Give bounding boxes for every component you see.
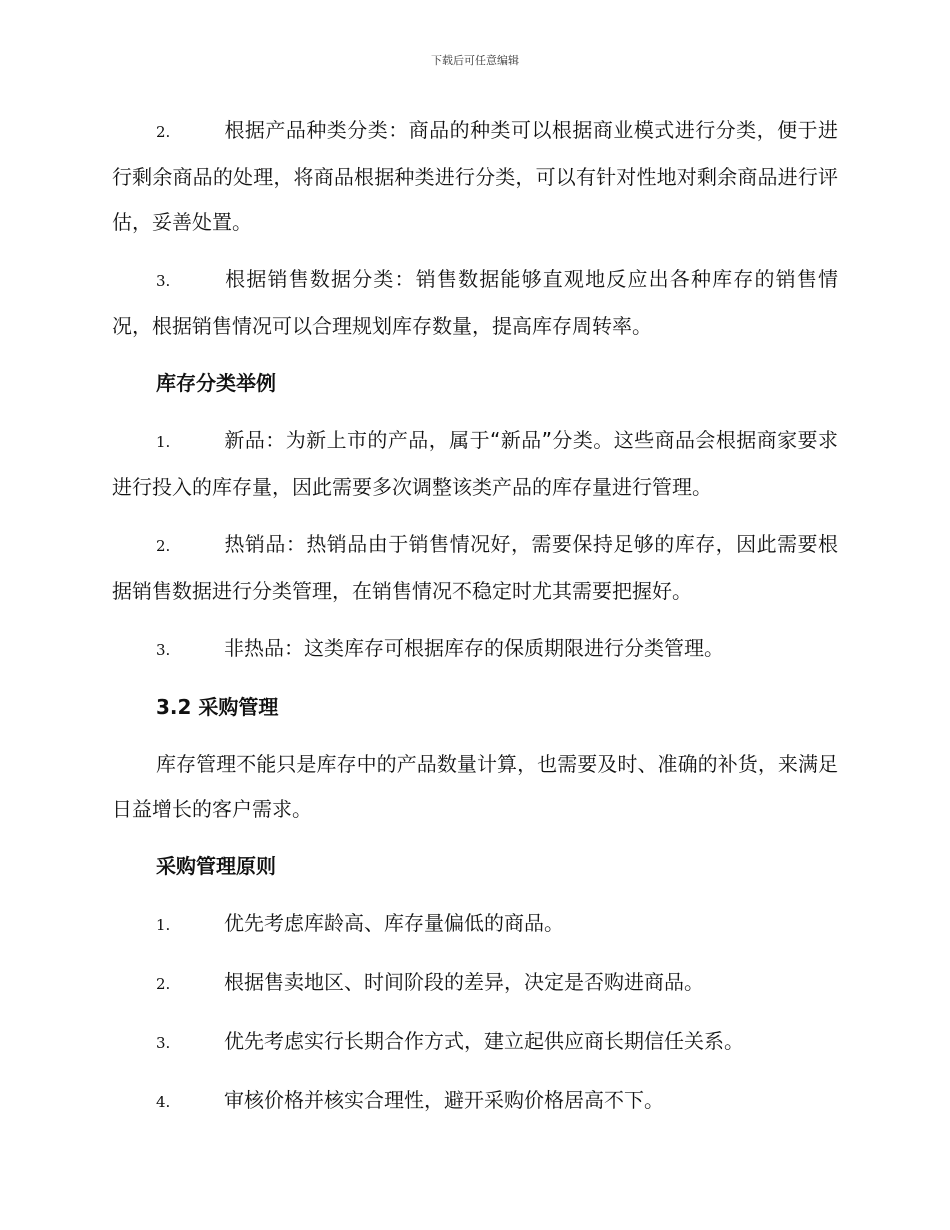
list-item [112,626,838,673]
list-number: 3. [156,1034,171,1052]
paragraph-purchase: 库存管理不能只是库存中的产品数量计算，也需要及时、准确的补货，来满足日益增长的客户需求。 [112,752,838,821]
document-body [112,108,838,1137]
list-item [112,960,838,1007]
list-text: 根据产品种类分类：商品的种类可以根据商业模式进行分类，便于进行剩余商品的处理，将商品根据种类进行分类，可以有针对性地对剩余商品进行评估，妥善处置。 [112,118,838,234]
list-item [112,1078,838,1125]
list-text: 根据销售数据分类：销售数据能够直观地反应出各种库存的销售情况，根据销售情况可以合理规划库存数量，提高库存周转率。 [112,267,838,338]
heading-principles: 采购管理原则 [156,854,276,878]
list-item [112,257,838,349]
page-header: 下载后可任意编辑 [431,54,519,67]
list-number: 3. [156,272,171,290]
list-number: 1. [156,916,171,934]
list-text: 热销品：热销品由于销售情况好，需要保持足够的库存，因此需要根据销售数据进行分类管理，在销售情况不稳定时尤其需要把握好。 [112,532,838,603]
list-item [112,1019,838,1066]
list-text: 优先考虑库龄高、库存量偏低的商品。 [224,911,564,935]
section-heading: 3.2 采购管理 [156,695,279,719]
list-item [112,522,838,614]
heading-examples: 库存分类举例 [156,371,276,395]
list-number: 2. [156,975,171,993]
list-text: 根据售卖地区、时间阶段的差异，决定是否购进商品。 [224,970,704,994]
list-number: 4. [156,1093,171,1111]
list-text: 非热品：这类库存可根据库存的保质期限进行分类管理。 [224,636,724,660]
list-text: 新品：为新上市的产品，属于“新品”分类。这些商品会根据商家要求进行投入的库存量，因此需要多次调整该类产品的库存量进行管理。 [112,428,838,499]
list-number: 1. [156,433,171,451]
list-number: 3. [156,641,171,659]
list-number: 2. [156,123,171,141]
list-number: 2. [156,537,171,555]
list-text: 优先考虑实行长期合作方式，建立起供应商长期信任关系。 [224,1029,744,1053]
list-item [112,418,838,510]
list-item [112,108,838,245]
list-item [112,901,838,948]
list-text: 审核价格并核实合理性，避开采购价格居高不下。 [224,1088,664,1112]
